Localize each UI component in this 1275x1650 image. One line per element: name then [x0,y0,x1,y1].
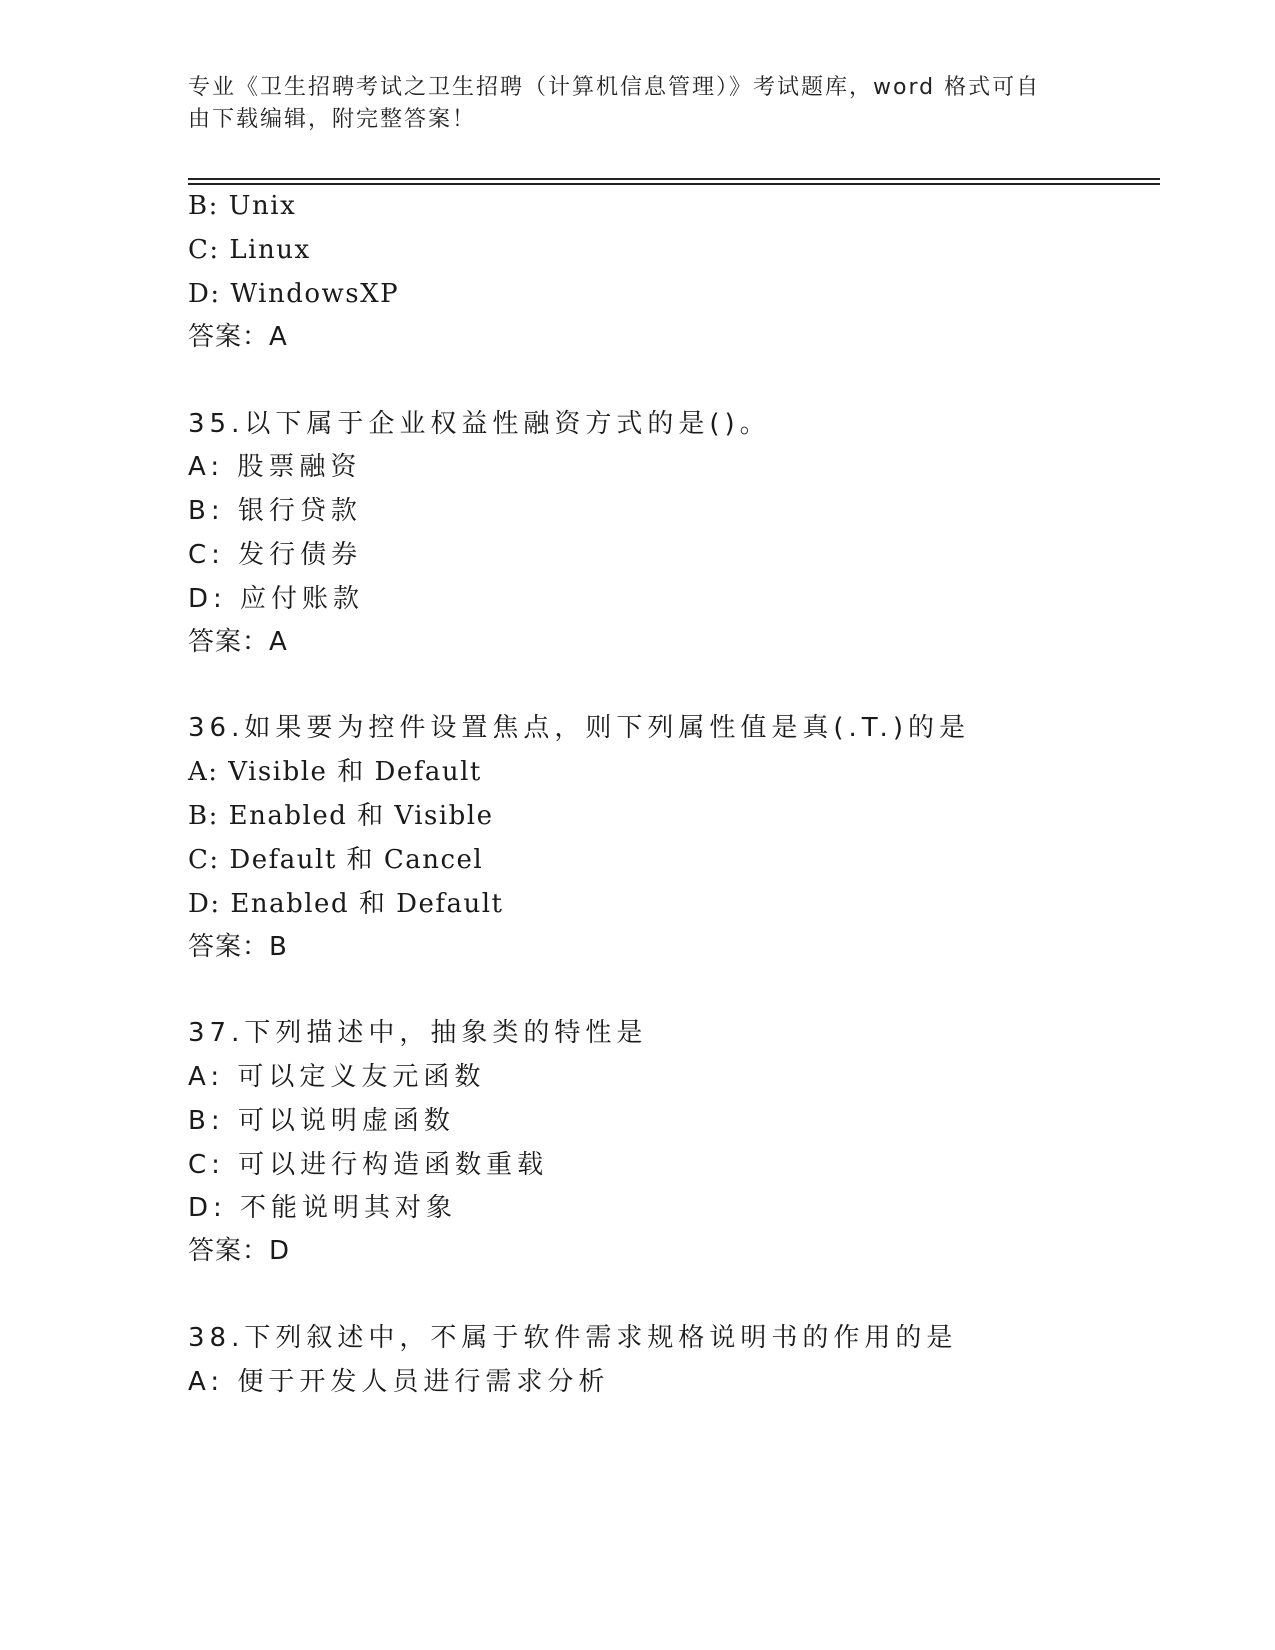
q35-option-b: B: 银行贷款 [188,496,362,526]
q35-option-a: A: 股票融资 [188,452,362,482]
document-header [188,72,1068,136]
prev-option-b: B: Unix [188,191,297,221]
prev-answer: 答案：A [188,322,288,352]
q36-option-a: A: Visible 和 Default [188,757,482,787]
prev-option-d: D: WindowsXP [188,279,400,309]
header-line-2: 由下载编辑，附完整答案！ [188,107,477,132]
q35-option-d: D: 应付账款 [188,584,365,614]
q35-answer: 答案：A [188,627,288,657]
header-line-1: 专业《卫生招聘考试之卫生招聘（计算机信息管理）》考试题库，word 格式可自 [188,75,1041,100]
q37-answer: 答案：D [188,1236,291,1266]
q36-option-b: B: Enabled 和 Visible [188,801,494,831]
header-rule-bottom [188,183,1160,185]
prev-option-c: C: Linux [188,235,311,265]
q35-stem: 35.以下属于企业权益性融资方式的是()。 [188,409,771,439]
header-rule-top [188,178,1160,180]
q36-stem: 36.如果要为控件设置焦点，则下列属性值是真(.T.)的是 [188,713,970,743]
q35-option-c: C: 发行债券 [188,540,363,570]
q37-option-d: D: 不能说明其对象 [188,1193,458,1223]
q36-answer: 答案：B [188,932,288,962]
q38-stem: 38.下列叙述中，不属于软件需求规格说明书的作用的是 [188,1323,958,1353]
q37-stem: 37.下列描述中，抽象类的特性是 [188,1018,648,1048]
q36-option-d: D: Enabled 和 Default [188,889,504,919]
q36-option-c: C: Default 和 Cancel [188,845,484,875]
q37-option-b: B: 可以说明虚函数 [188,1106,455,1136]
q38-option-a: A: 便于开发人员进行需求分析 [188,1367,610,1397]
q37-option-a: A: 可以定义友元函数 [188,1062,486,1092]
q37-option-c: C: 可以进行构造函数重载 [188,1150,549,1180]
